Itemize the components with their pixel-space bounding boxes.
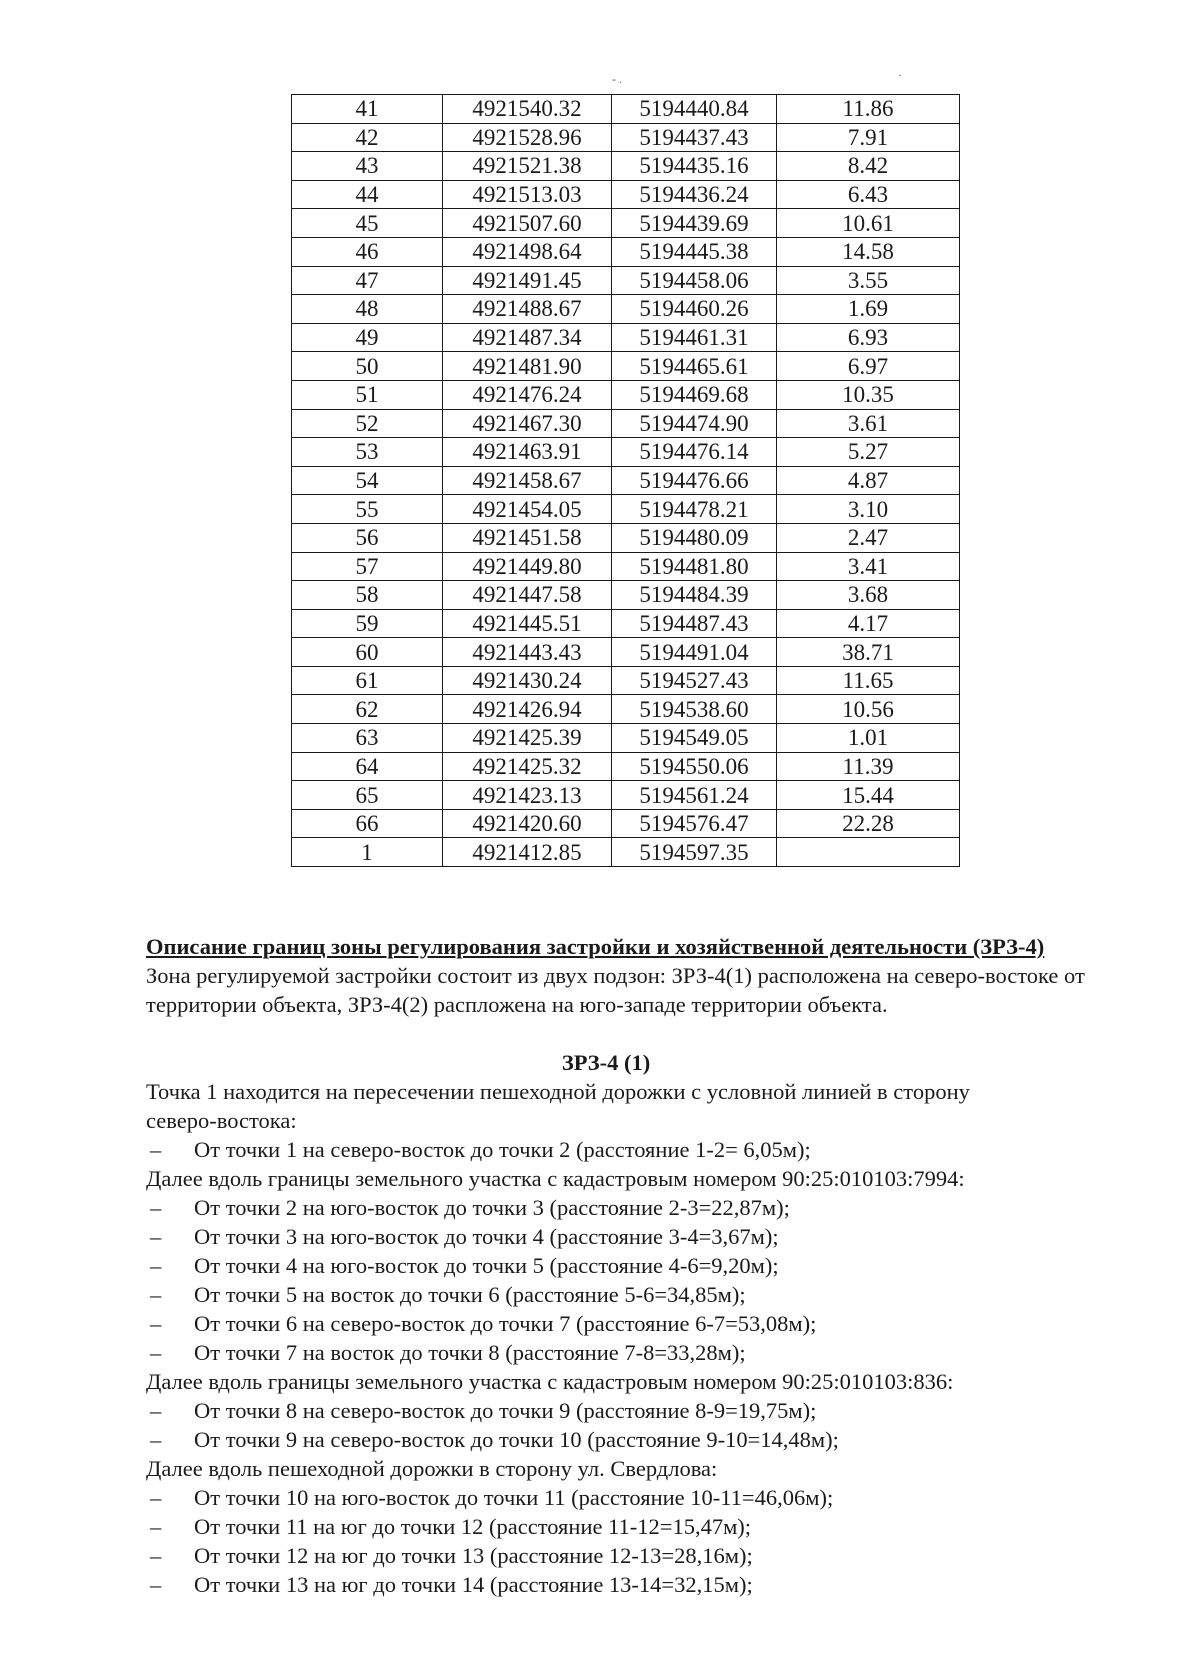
table-row bbox=[292, 666, 960, 695]
point-number-cell: 66 bbox=[292, 809, 443, 838]
x-coordinate-cell: 4921498.64 bbox=[443, 237, 612, 266]
scan-artifact: · bbox=[898, 68, 902, 82]
x-coordinate-cell: 4921507.60 bbox=[443, 209, 612, 238]
list-item bbox=[146, 1309, 1126, 1338]
table-row bbox=[292, 180, 960, 209]
dash-marker: – bbox=[150, 1311, 162, 1336]
point-number-cell: 55 bbox=[292, 495, 443, 524]
table-row bbox=[292, 380, 960, 409]
point-number-cell: 58 bbox=[292, 581, 443, 610]
point-number-cell: 51 bbox=[292, 380, 443, 409]
table-row bbox=[292, 809, 960, 838]
list-item-text: От точки 4 на юго-восток до точки 5 (расстояние 4-6=9,20м); bbox=[194, 1253, 779, 1278]
list-item-text: От точки 8 на северо-восток до точки 9 (расстояние 8-9=19,75м); bbox=[194, 1398, 817, 1423]
list-item-text: От точки 1 на северо-восток до точки 2 (расстояние 1-2= 6,05м); bbox=[194, 1137, 811, 1162]
y-coordinate-cell: 5194478.21 bbox=[612, 495, 777, 524]
y-coordinate-cell: 5194465.61 bbox=[612, 352, 777, 381]
point-number-cell: 65 bbox=[292, 781, 443, 810]
y-coordinate-cell: 5194481.80 bbox=[612, 552, 777, 581]
x-coordinate-cell: 4921454.05 bbox=[443, 495, 612, 524]
dash-marker: – bbox=[150, 1224, 162, 1249]
list-item bbox=[146, 1222, 1126, 1251]
x-coordinate-cell: 4921412.85 bbox=[443, 838, 612, 867]
y-coordinate-cell: 5194538.60 bbox=[612, 695, 777, 724]
point-number-cell: 61 bbox=[292, 666, 443, 695]
list-item bbox=[146, 1396, 1126, 1425]
list-item bbox=[146, 1280, 1126, 1309]
x-coordinate-cell: 4921420.60 bbox=[443, 809, 612, 838]
x-coordinate-cell: 4921481.90 bbox=[443, 352, 612, 381]
table-row bbox=[292, 638, 960, 667]
x-coordinate-cell: 4921449.80 bbox=[443, 552, 612, 581]
x-coordinate-cell: 4921430.24 bbox=[443, 666, 612, 695]
distance-cell: 7.91 bbox=[777, 123, 960, 152]
y-coordinate-cell: 5194476.66 bbox=[612, 466, 777, 495]
x-coordinate-cell: 4921528.96 bbox=[443, 123, 612, 152]
y-coordinate-cell: 5194439.69 bbox=[612, 209, 777, 238]
distance-cell: 8.42 bbox=[777, 152, 960, 181]
x-coordinate-cell: 4921447.58 bbox=[443, 581, 612, 610]
distance-cell: 10.61 bbox=[777, 209, 960, 238]
distance-cell: 3.61 bbox=[777, 409, 960, 438]
y-coordinate-cell: 5194476.14 bbox=[612, 438, 777, 467]
x-coordinate-cell: 4921491.45 bbox=[443, 266, 612, 295]
distance-cell: 10.56 bbox=[777, 695, 960, 724]
y-coordinate-cell: 5194435.16 bbox=[612, 152, 777, 181]
distance-cell bbox=[777, 838, 960, 867]
x-coordinate-cell: 4921540.32 bbox=[443, 95, 612, 124]
y-coordinate-cell: 5194440.84 bbox=[612, 95, 777, 124]
distance-cell: 11.39 bbox=[777, 752, 960, 781]
section-heading: Описание границ зоны регулирования застройки и хозяйственной деятельности (ЗРЗ-4) bbox=[146, 934, 1045, 959]
x-coordinate-cell: 4921426.94 bbox=[443, 695, 612, 724]
text-line: северо-востока: bbox=[146, 1108, 297, 1133]
list-item-text: От точки 3 на юго-восток до точки 4 (расстояние 3-4=3,67м); bbox=[194, 1224, 779, 1249]
distance-cell: 10.35 bbox=[777, 380, 960, 409]
distance-cell: 11.65 bbox=[777, 666, 960, 695]
y-coordinate-cell: 5194480.09 bbox=[612, 523, 777, 552]
y-coordinate-cell: 5194597.35 bbox=[612, 838, 777, 867]
y-coordinate-cell: 5194491.04 bbox=[612, 638, 777, 667]
table-row bbox=[292, 724, 960, 753]
coordinates-table bbox=[291, 94, 960, 867]
list-item-text: От точки 5 на восток до точки 6 (расстояние 5-6=34,85м); bbox=[194, 1282, 746, 1307]
y-coordinate-cell: 5194445.38 bbox=[612, 237, 777, 266]
table-row bbox=[292, 552, 960, 581]
distance-cell: 5.27 bbox=[777, 438, 960, 467]
y-coordinate-cell: 5194549.05 bbox=[612, 724, 777, 753]
point-number-cell: 59 bbox=[292, 609, 443, 638]
distance-cell: 15.44 bbox=[777, 781, 960, 810]
list-item-text: От точки 6 на северо-восток до точки 7 (расстояние 6-7=53,08м); bbox=[194, 1311, 817, 1336]
table-row bbox=[292, 609, 960, 638]
x-coordinate-cell: 4921521.38 bbox=[443, 152, 612, 181]
x-coordinate-cell: 4921443.43 bbox=[443, 638, 612, 667]
distance-cell: 11.86 bbox=[777, 95, 960, 124]
x-coordinate-cell: 4921425.39 bbox=[443, 724, 612, 753]
list-item bbox=[146, 1251, 1126, 1280]
dash-marker: – bbox=[150, 1427, 162, 1452]
table-row bbox=[292, 323, 960, 352]
dash-marker: – bbox=[150, 1137, 162, 1162]
subzone-heading: ЗРЗ-4 (1) bbox=[561, 1050, 651, 1075]
x-coordinate-cell: 4921445.51 bbox=[443, 609, 612, 638]
distance-cell: 6.93 bbox=[777, 323, 960, 352]
x-coordinate-cell: 4921463.91 bbox=[443, 438, 612, 467]
table-row bbox=[292, 409, 960, 438]
distance-cell: 1.01 bbox=[777, 724, 960, 753]
y-coordinate-cell: 5194484.39 bbox=[612, 581, 777, 610]
table-row bbox=[292, 838, 960, 867]
distance-cell: 6.97 bbox=[777, 352, 960, 381]
text-line: Далее вдоль границы земельного участка с кадастровым номером 90:25:010103:836: bbox=[146, 1369, 954, 1394]
table-row bbox=[292, 209, 960, 238]
list-item bbox=[146, 1541, 1126, 1570]
table-row bbox=[292, 466, 960, 495]
table-row bbox=[292, 523, 960, 552]
coordinates-table-body bbox=[292, 95, 960, 867]
point-number-cell: 1 bbox=[292, 838, 443, 867]
x-coordinate-cell: 4921458.67 bbox=[443, 466, 612, 495]
x-coordinate-cell: 4921513.03 bbox=[443, 180, 612, 209]
x-coordinate-cell: 4921487.34 bbox=[443, 323, 612, 352]
y-coordinate-cell: 5194487.43 bbox=[612, 609, 777, 638]
table-row bbox=[292, 781, 960, 810]
x-coordinate-cell: 4921451.58 bbox=[443, 523, 612, 552]
list-item bbox=[146, 1425, 1126, 1454]
point-number-cell: 47 bbox=[292, 266, 443, 295]
point-number-cell: 42 bbox=[292, 123, 443, 152]
list-item-text: От точки 12 на юг до точки 13 (расстояние 12-13=28,16м); bbox=[194, 1543, 753, 1568]
table-row bbox=[292, 438, 960, 467]
table-row bbox=[292, 695, 960, 724]
list-item bbox=[146, 1570, 1126, 1599]
list-item bbox=[146, 1193, 1126, 1222]
point-number-cell: 56 bbox=[292, 523, 443, 552]
table-row bbox=[292, 581, 960, 610]
point-number-cell: 64 bbox=[292, 752, 443, 781]
table-row bbox=[292, 266, 960, 295]
distance-cell: 3.68 bbox=[777, 581, 960, 610]
boundary-description-list bbox=[146, 1077, 1126, 1599]
y-coordinate-cell: 5194576.47 bbox=[612, 809, 777, 838]
distance-cell: 3.10 bbox=[777, 495, 960, 524]
table-row bbox=[292, 752, 960, 781]
list-item bbox=[146, 1135, 1126, 1164]
x-coordinate-cell: 4921476.24 bbox=[443, 380, 612, 409]
distance-cell: 2.47 bbox=[777, 523, 960, 552]
dash-marker: – bbox=[150, 1195, 162, 1220]
list-item-text: От точки 10 на юго-восток до точки 11 (расстояние 10-11=46,06м); bbox=[194, 1485, 834, 1510]
table-row bbox=[292, 95, 960, 124]
section-intro: Зона регулируемой застройки состоит из двух подзон: ЗРЗ-4(1) расположена на северо-востоке от территории объекта, ЗРЗ-4(2) распложена на юго-западе территории объекта. bbox=[146, 963, 1085, 1017]
text-line: Далее вдоль границы земельного участка с кадастровым номером 90:25:010103:7994: bbox=[146, 1166, 965, 1191]
table-row bbox=[292, 295, 960, 324]
point-number-cell: 63 bbox=[292, 724, 443, 753]
y-coordinate-cell: 5194561.24 bbox=[612, 781, 777, 810]
distance-cell: 4.87 bbox=[777, 466, 960, 495]
x-coordinate-cell: 4921425.32 bbox=[443, 752, 612, 781]
list-item-text: От точки 2 на юго-восток до точки 3 (расстояние 2-3=22,87м); bbox=[194, 1195, 790, 1220]
point-number-cell: 43 bbox=[292, 152, 443, 181]
table-row bbox=[292, 495, 960, 524]
point-number-cell: 45 bbox=[292, 209, 443, 238]
zone-description bbox=[146, 932, 1126, 1599]
distance-cell: 14.58 bbox=[777, 237, 960, 266]
point-number-cell: 50 bbox=[292, 352, 443, 381]
y-coordinate-cell: 5194550.06 bbox=[612, 752, 777, 781]
dash-marker: – bbox=[150, 1572, 162, 1597]
y-coordinate-cell: 5194527.43 bbox=[612, 666, 777, 695]
text-line: Точка 1 находится на пересечении пешеходной дорожки с условной линией в сторону bbox=[146, 1079, 970, 1104]
list-item-text: От точки 9 на северо-восток до точки 10 (расстояние 9-10=14,48м); bbox=[194, 1427, 839, 1452]
point-number-cell: 57 bbox=[292, 552, 443, 581]
y-coordinate-cell: 5194461.31 bbox=[612, 323, 777, 352]
x-coordinate-cell: 4921467.30 bbox=[443, 409, 612, 438]
distance-cell: 1.69 bbox=[777, 295, 960, 324]
scan-artifact: - . bbox=[612, 72, 622, 86]
y-coordinate-cell: 5194460.26 bbox=[612, 295, 777, 324]
list-item-text: От точки 13 на юг до точки 14 (расстояние 13-14=32,15м); bbox=[194, 1572, 753, 1597]
y-coordinate-cell: 5194436.24 bbox=[612, 180, 777, 209]
list-item-text: От точки 7 на восток до точки 8 (расстояние 7-8=33,28м); bbox=[194, 1340, 746, 1365]
list-item bbox=[146, 1512, 1126, 1541]
y-coordinate-cell: 5194437.43 bbox=[612, 123, 777, 152]
dash-marker: – bbox=[150, 1543, 162, 1568]
point-number-cell: 46 bbox=[292, 237, 443, 266]
point-number-cell: 62 bbox=[292, 695, 443, 724]
y-coordinate-cell: 5194469.68 bbox=[612, 380, 777, 409]
table-row bbox=[292, 352, 960, 381]
table-row bbox=[292, 152, 960, 181]
point-number-cell: 49 bbox=[292, 323, 443, 352]
point-number-cell: 53 bbox=[292, 438, 443, 467]
point-number-cell: 48 bbox=[292, 295, 443, 324]
list-item bbox=[146, 1338, 1126, 1367]
point-number-cell: 52 bbox=[292, 409, 443, 438]
point-number-cell: 54 bbox=[292, 466, 443, 495]
dash-marker: – bbox=[150, 1253, 162, 1278]
distance-cell: 22.28 bbox=[777, 809, 960, 838]
x-coordinate-cell: 4921423.13 bbox=[443, 781, 612, 810]
point-number-cell: 60 bbox=[292, 638, 443, 667]
distance-cell: 6.43 bbox=[777, 180, 960, 209]
distance-cell: 3.41 bbox=[777, 552, 960, 581]
y-coordinate-cell: 5194458.06 bbox=[612, 266, 777, 295]
list-item bbox=[146, 1483, 1126, 1512]
list-item-text: От точки 11 на юг до точки 12 (расстояние 11-12=15,47м); bbox=[194, 1514, 752, 1539]
dash-marker: – bbox=[150, 1282, 162, 1307]
x-coordinate-cell: 4921488.67 bbox=[443, 295, 612, 324]
y-coordinate-cell: 5194474.90 bbox=[612, 409, 777, 438]
distance-cell: 4.17 bbox=[777, 609, 960, 638]
dash-marker: – bbox=[150, 1340, 162, 1365]
table-row bbox=[292, 237, 960, 266]
table-row bbox=[292, 123, 960, 152]
distance-cell: 3.55 bbox=[777, 266, 960, 295]
point-number-cell: 41 bbox=[292, 95, 443, 124]
distance-cell: 38.71 bbox=[777, 638, 960, 667]
dash-marker: – bbox=[150, 1514, 162, 1539]
dash-marker: – bbox=[150, 1485, 162, 1510]
text-line: Далее вдоль пешеходной дорожки в сторону ул. Свердлова: bbox=[146, 1456, 718, 1481]
point-number-cell: 44 bbox=[292, 180, 443, 209]
dash-marker: – bbox=[150, 1398, 162, 1423]
